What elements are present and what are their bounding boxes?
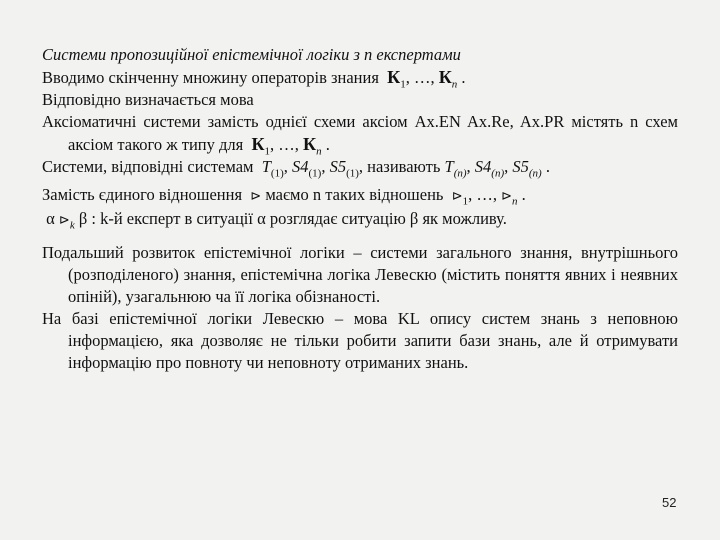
relation-symbol-last: ⊳ (501, 189, 513, 204)
system-t-sub: (1) (270, 167, 284, 180)
page-number: 52 (662, 495, 677, 510)
k-operator-last: К (438, 67, 452, 87)
systems-lead: Системи, відповідні системам (42, 157, 254, 176)
relation-symbol: ⊳ (250, 189, 262, 204)
k-operator-first: К (387, 67, 401, 87)
system-s4n-sub: (n) (491, 167, 505, 180)
relations-end: . (517, 185, 526, 204)
paragraph-language: Відповідно визначається мова (42, 90, 254, 109)
paragraph-development: Подальший розвиток епістемічної логіки – системи загального знання, внутрішнього (розподіленого) знання, епістемічна логіка Левескю (містить поняття явних і неявних опіній), узагальнюю ча її логіка обізнаності. (42, 243, 678, 306)
beta-symbol: β (78, 209, 88, 228)
k-sub-last: n (451, 78, 458, 91)
k-sub-first-2: 1 (264, 145, 271, 158)
slide-content (42, 44, 678, 374)
system-t: T (261, 157, 271, 176)
paragraph-levesque: На базі епістемічної логіки Левескю – мова KL опису систем знань з неповною інформацією, яка дозволяє не тільки робити запити бази знань, але й отримувати інформацію про повноту чи неповноту отриманих знань. (42, 309, 678, 372)
k-operator-last-2: К (303, 134, 317, 154)
system-s5n: S5 (512, 157, 529, 176)
relations-mid: маємо n таких відношень (265, 185, 444, 204)
axioms-sep: , …, (270, 135, 304, 154)
relation-sub-first: 1 (462, 195, 469, 208)
paragraph-expert (42, 208, 678, 232)
paragraph-operators (42, 66, 678, 89)
systems-end: . (541, 157, 550, 176)
axioms-end: . (321, 135, 330, 154)
axioms-text: Аксіоматичні системи замість однієї схеми аксіом Ax.EN Ax.Re, Ax.PR містять n схем аксіом такого ж типу для (42, 112, 678, 154)
system-s4-sub: (1) (308, 167, 322, 180)
relations-lead: Замість єдиного відношення (42, 185, 243, 204)
paragraph-systems: Системи, відповідні системам $T_{(1)}$, $S4_{(1)}$, $S5_{(1)}$, називають $T_{(n)}$, $S4_{(n)}$, $S5_{(n)}$ . (42, 157, 550, 180)
operators-text: Вводимо скінченну множину операторів знания (42, 68, 379, 87)
relation-symbol-first: ⊳ (451, 189, 463, 204)
operators-end: . (457, 68, 466, 87)
relations-sep: , …, (468, 185, 497, 204)
relation-sub-k: k (69, 219, 75, 232)
paragraph-axioms (42, 111, 678, 156)
k-sub-first: 1 (400, 78, 406, 91)
k-sub-last-2: n (316, 145, 322, 158)
relation-symbol-k: ⊳ (58, 213, 70, 228)
systems-mid: , називають (358, 157, 441, 176)
paragraph-relations (42, 184, 678, 208)
system-s5-sub: (1) (346, 167, 359, 180)
relation-sub-last: n (512, 195, 518, 208)
expert-text: : k-й експерт в ситуації α розглядає ситуацію β як можливу. (91, 209, 507, 228)
system-s5: S5 (329, 157, 347, 176)
k-operator-first-2: К (251, 134, 265, 154)
system-tn-sub: (n) (453, 167, 467, 180)
system-s5n-sub: (n) (528, 167, 542, 180)
system-s4: S4 (292, 157, 309, 176)
system-s4n: S4 (474, 157, 492, 176)
system-tn: T (444, 157, 454, 176)
alpha-symbol: α (46, 209, 55, 228)
operators-sep: , …, (405, 68, 439, 87)
slide-title: Системи пропозиційної епістемічної логіки з n експертами (42, 45, 461, 64)
